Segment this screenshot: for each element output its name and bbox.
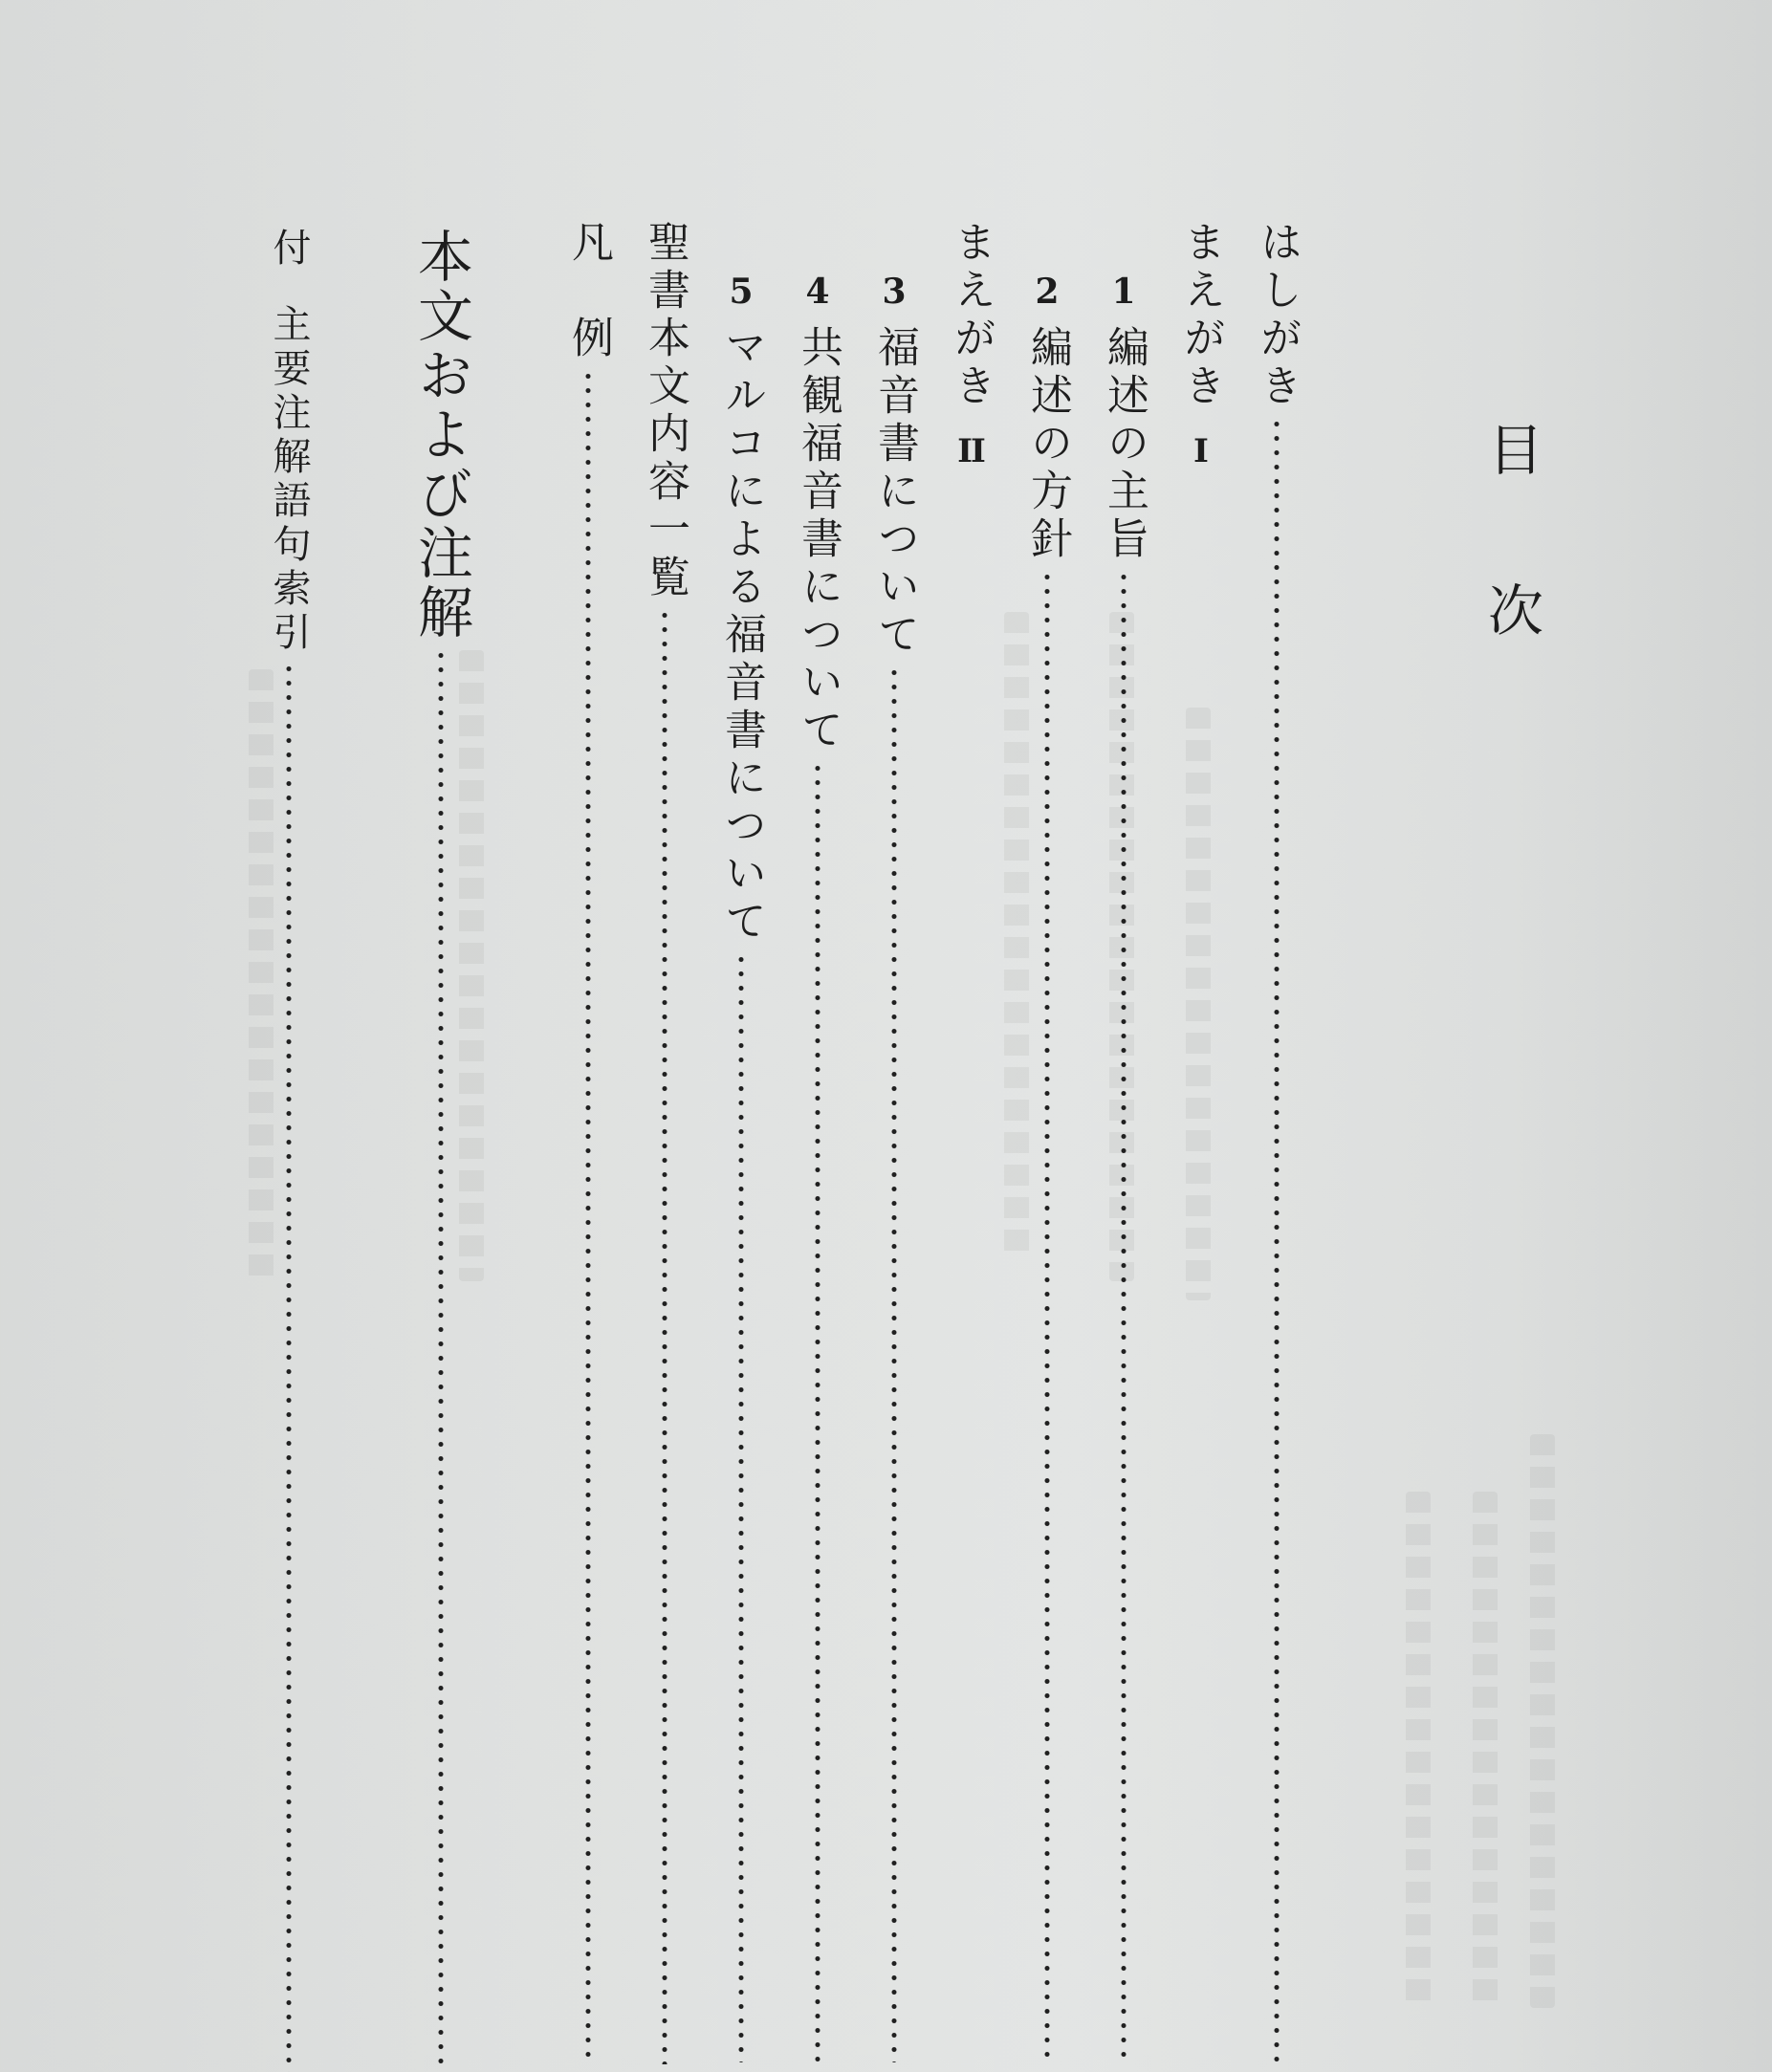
- dot-leader: [738, 952, 744, 2062]
- toc-entry-item-2[interactable]: [1018, 218, 1076, 2062]
- dot-leader: [891, 665, 897, 2062]
- dot-leader: [286, 662, 292, 2072]
- entry-number: 5: [729, 272, 754, 312]
- toc-entry-honbun[interactable]: [406, 228, 475, 2072]
- roman-numeral: I: [1193, 432, 1207, 470]
- toc-entry-label: マルコによる福音書について: [717, 325, 766, 947]
- toc-entry-maegaki-1[interactable]: [1171, 220, 1229, 2064]
- toc-entry-hanrei[interactable]: [559, 220, 617, 2064]
- toc-entry-label: 編述の方針: [1023, 325, 1072, 564]
- toc-entry-label: 本文および注解: [408, 228, 473, 643]
- toc-entry-label: 聖書本文内容一覧: [641, 220, 689, 602]
- entry-number: 1: [1111, 272, 1136, 312]
- appendix-prefix: 付: [267, 228, 311, 266]
- dot-leader: [1044, 570, 1050, 2062]
- toc-entry-label: 共観福音書について: [794, 325, 842, 755]
- toc-entry-label: 編述の主旨: [1100, 325, 1149, 564]
- toc-entry-item-4[interactable]: [789, 218, 846, 2062]
- dot-leader: [1274, 417, 1280, 2064]
- entry-number: 4: [805, 272, 830, 312]
- toc-entry-label: はしがき: [1253, 220, 1302, 411]
- entry-number: 2: [1035, 272, 1060, 312]
- toc-entry-maegaki-2[interactable]: [942, 220, 999, 2064]
- toc-entry-label: まえがき: [1176, 220, 1225, 411]
- dot-leader: [1121, 570, 1127, 2062]
- page-title: 目次: [1478, 421, 1543, 742]
- toc-entry-hashigaki[interactable]: [1248, 220, 1305, 2064]
- toc-entry-label: 凡 例: [564, 220, 613, 363]
- dot-leader: [662, 608, 667, 2064]
- toc-entry-label: 主要注解語句索引: [267, 304, 311, 656]
- toc-entry-label: まえがき: [947, 220, 995, 411]
- entry-number: 3: [882, 272, 907, 312]
- toc-entry-item-3[interactable]: [865, 218, 923, 2062]
- toc-entry-item-5[interactable]: [712, 218, 770, 2062]
- toc-entry-seisho[interactable]: [636, 220, 693, 2064]
- toc-entry-item-1[interactable]: [1095, 218, 1152, 2062]
- dot-leader: [815, 761, 820, 2062]
- dot-leader: [438, 648, 444, 2072]
- roman-numeral: II: [957, 432, 984, 470]
- dot-leader: [585, 369, 591, 2064]
- toc-entry-index[interactable]: [260, 228, 317, 2072]
- toc-entry-label: 福音書について: [870, 325, 919, 660]
